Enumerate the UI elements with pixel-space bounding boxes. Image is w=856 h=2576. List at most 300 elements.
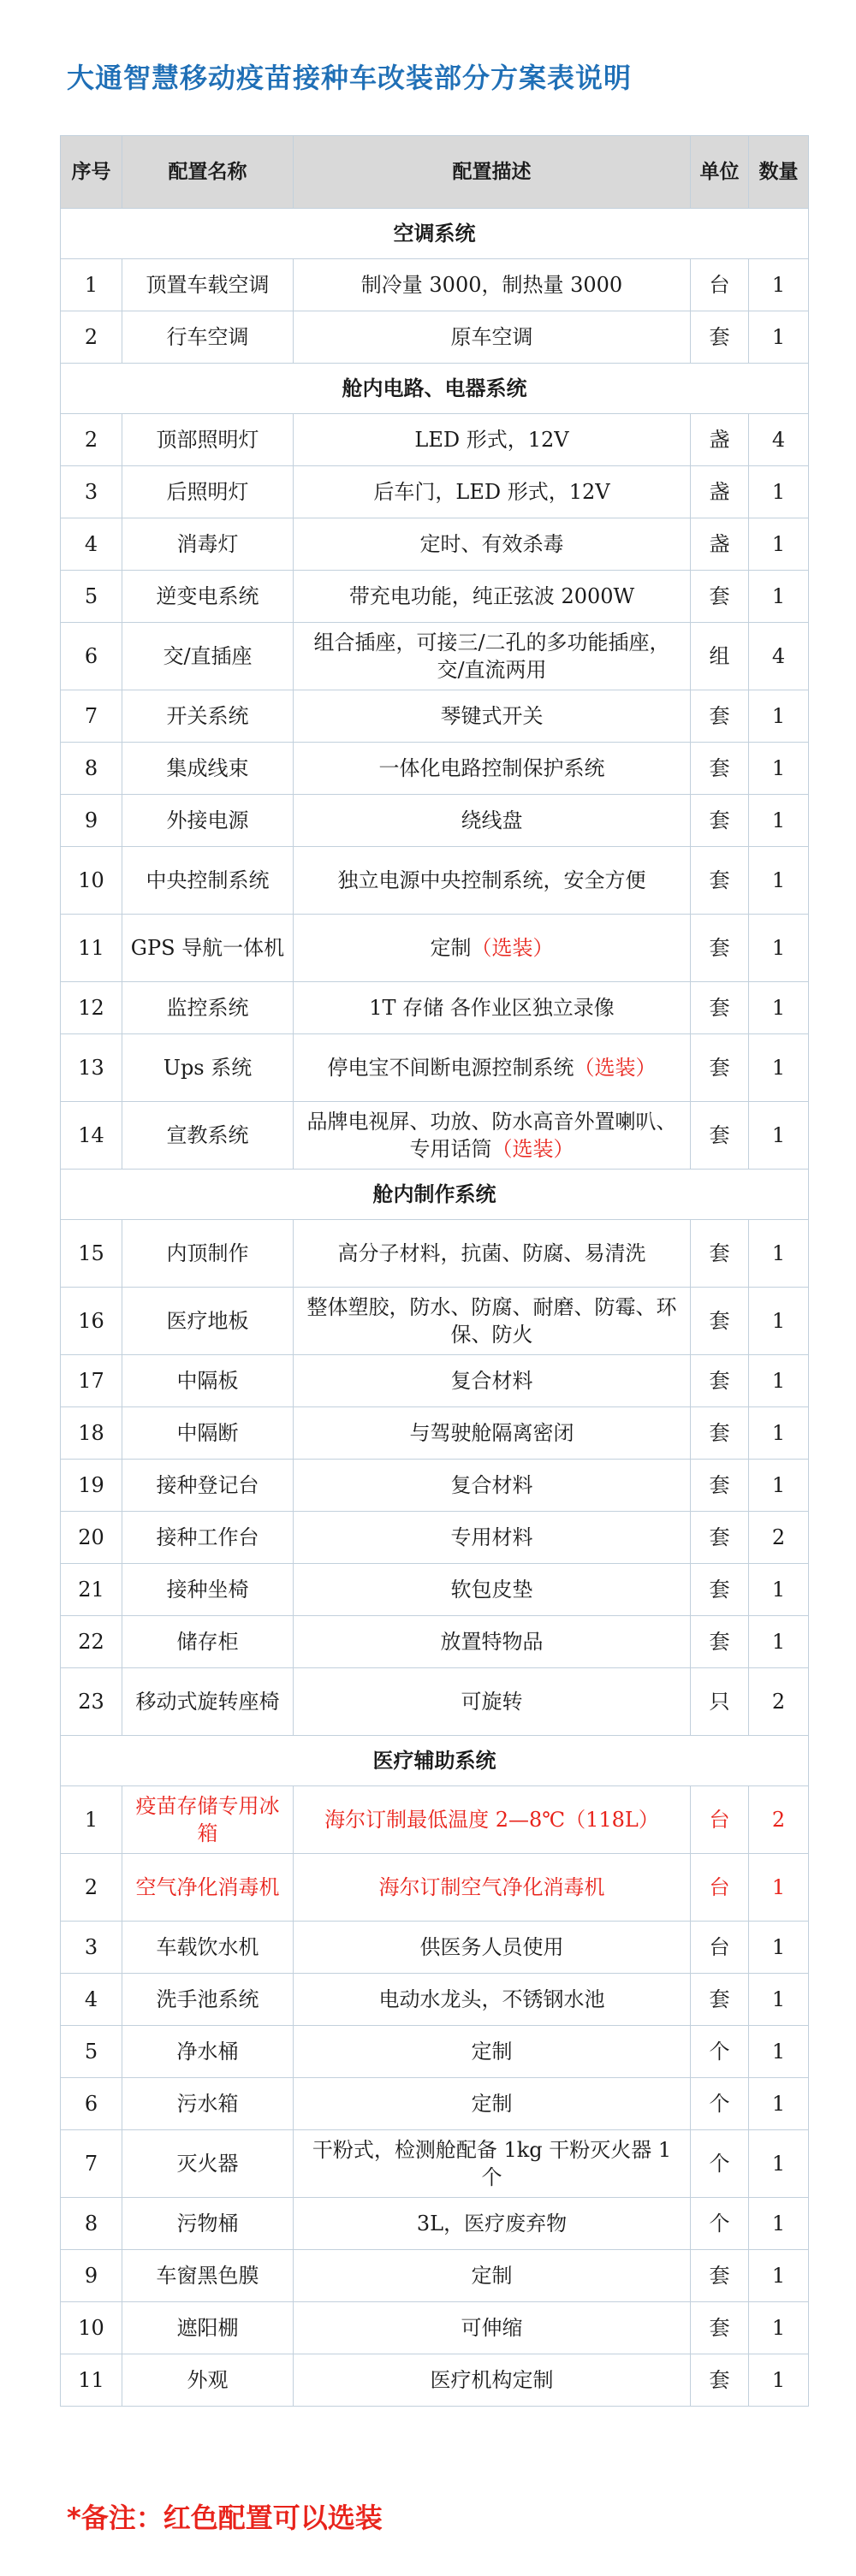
cell-desc — [294, 414, 691, 466]
cell-no-text: 13 — [78, 1056, 104, 1080]
cell-desc-text: 停电宝不间断电源控制系统 — [327, 1056, 574, 1080]
cell-unit — [691, 623, 749, 690]
cell-desc-text: 整体塑胶，防水、防腐、耐磨、防霉、环保、防火 — [306, 1295, 677, 1347]
header-desc: 配置描述 — [294, 136, 691, 209]
cell-no-text: 20 — [78, 1525, 104, 1549]
cell-unit — [691, 1034, 749, 1102]
cell-qty-text: 1 — [771, 868, 786, 892]
cell-name — [122, 1616, 294, 1668]
cell-no — [61, 1786, 122, 1854]
cell-name-text: 洗手池系统 — [156, 1987, 259, 2011]
table-row — [61, 1355, 809, 1407]
cell-desc — [294, 571, 691, 623]
cell-name-text: 移动式旋转座椅 — [135, 1690, 280, 1714]
cell-name-text: 接种登记台 — [156, 1473, 259, 1497]
cell-no — [61, 1220, 122, 1288]
cell-unit — [691, 743, 749, 795]
cell-name-text: 外接电源 — [166, 808, 249, 832]
cell-desc-text: 琴键式开关 — [440, 704, 544, 728]
cell-no — [61, 2198, 122, 2250]
cell-no — [61, 2078, 122, 2130]
cell-unit-text: 套 — [709, 2264, 730, 2288]
cell-qty — [749, 1034, 809, 1102]
cell-no-text: 6 — [84, 644, 98, 668]
cell-unit-text: 套 — [709, 1056, 730, 1080]
cell-no-text: 12 — [78, 996, 104, 1020]
cell-unit-text: 个 — [709, 2152, 730, 2176]
cell-unit — [691, 1922, 749, 1974]
cell-unit-text: 台 — [709, 1808, 730, 1832]
cell-name-text: Ups 系统 — [163, 1056, 253, 1080]
cell-qty-text: 1 — [771, 1123, 786, 1147]
cell-name — [122, 1460, 294, 1512]
cell-desc-text: 与驾驶舱隔离密闭 — [409, 1421, 574, 1445]
cell-desc-text: 后车门，LED 形式，12V — [373, 480, 610, 504]
cell-unit — [691, 571, 749, 623]
cell-name-text: 开关系统 — [166, 704, 249, 728]
cell-name — [122, 466, 294, 518]
cell-qty — [749, 1564, 809, 1616]
cell-name — [122, 518, 294, 571]
cell-unit-text: 组 — [709, 644, 730, 668]
cell-qty — [749, 2130, 809, 2198]
cell-unit-text: 套 — [709, 868, 730, 892]
cell-no-text: 8 — [84, 2212, 98, 2235]
cell-desc-text: 海尔订制最低温度 2—8℃（118L） — [324, 1808, 659, 1832]
cell-unit — [691, 690, 749, 743]
cell-unit — [691, 1668, 749, 1736]
cell-qty — [749, 1616, 809, 1668]
cell-no-text: 3 — [84, 480, 98, 504]
cell-qty — [749, 1460, 809, 1512]
cell-no — [61, 1288, 122, 1355]
table-row — [61, 1616, 809, 1668]
cell-unit-text: 盏 — [709, 480, 730, 504]
cell-desc — [294, 1220, 691, 1288]
cell-desc-text: 电动水龙头，不锈钢水池 — [378, 1987, 605, 2011]
cell-qty-text: 2 — [771, 1525, 786, 1549]
cell-no — [61, 690, 122, 743]
cell-name-text: 顶置车载空调 — [146, 273, 270, 297]
cell-no-text: 2 — [84, 428, 98, 452]
cell-name-text: 净水桶 — [176, 2040, 239, 2064]
section-row — [61, 1736, 809, 1786]
cell-unit — [691, 1786, 749, 1854]
cell-unit-text: 套 — [709, 704, 730, 728]
cell-desc — [294, 847, 691, 915]
cell-name — [122, 1034, 294, 1102]
cell-desc-text: 复合材料 — [450, 1473, 533, 1497]
cell-desc — [294, 1460, 691, 1512]
header-unit: 单位 — [691, 136, 749, 209]
cell-no — [61, 466, 122, 518]
cell-no-text: 17 — [78, 1369, 104, 1393]
cell-no-text: 5 — [84, 2040, 98, 2064]
cell-name — [122, 915, 294, 982]
cell-desc-text: 定制 — [430, 936, 472, 960]
cell-unit — [691, 847, 749, 915]
cell-unit-text: 套 — [709, 2316, 730, 2340]
cell-desc-text: 可伸缩 — [461, 2316, 523, 2340]
cell-unit — [691, 2078, 749, 2130]
cell-name-text: 车窗黑色膜 — [156, 2264, 259, 2288]
cell-name-text: 中隔断 — [176, 1421, 239, 1445]
cell-no — [61, 2354, 122, 2407]
cell-unit-text: 套 — [709, 1309, 730, 1333]
table-row — [61, 1460, 809, 1512]
cell-qty-text: 1 — [771, 1421, 786, 1445]
cell-no-text: 1 — [84, 1808, 98, 1832]
cell-name-text: GPS 导航一体机 — [130, 936, 285, 960]
cell-qty-text: 1 — [771, 1630, 786, 1654]
cell-desc — [294, 1034, 691, 1102]
cell-name — [122, 743, 294, 795]
cell-desc — [294, 2078, 691, 2130]
cell-name — [122, 2354, 294, 2407]
cell-no — [61, 571, 122, 623]
cell-qty — [749, 1786, 809, 1854]
cell-name — [122, 982, 294, 1034]
cell-qty-text: 1 — [771, 2264, 786, 2288]
cell-desc — [294, 1564, 691, 1616]
cell-no — [61, 1102, 122, 1170]
cell-name-text: 宣教系统 — [166, 1123, 249, 1147]
cell-no — [61, 982, 122, 1034]
cell-qty — [749, 1407, 809, 1460]
cell-qty — [749, 414, 809, 466]
table-row — [61, 1922, 809, 1974]
cell-no-text: 21 — [78, 1578, 104, 1602]
cell-desc — [294, 518, 691, 571]
cell-unit — [691, 915, 749, 982]
header-qty: 数量 — [749, 136, 809, 209]
cell-unit — [691, 1512, 749, 1564]
cell-qty — [749, 1922, 809, 1974]
cell-qty-text: 1 — [771, 2092, 786, 2116]
cell-qty-text: 1 — [771, 273, 786, 297]
table-row — [61, 1974, 809, 2026]
cell-no-text: 9 — [84, 808, 98, 832]
cell-desc-text: 定时、有效杀毒 — [419, 532, 564, 556]
cell-name — [122, 2250, 294, 2302]
cell-name — [122, 259, 294, 311]
cell-qty — [749, 2354, 809, 2407]
cell-unit-text: 台 — [709, 1935, 730, 1959]
cell-name-text: 交/直插座 — [163, 644, 253, 668]
cell-no — [61, 847, 122, 915]
cell-name — [122, 1102, 294, 1170]
cell-no — [61, 623, 122, 690]
cell-qty — [749, 466, 809, 518]
cell-no-text: 7 — [84, 704, 98, 728]
cell-name-text: 集成线束 — [166, 756, 249, 780]
cell-name — [122, 1668, 294, 1736]
cell-desc-text: 一体化电路控制保护系统 — [378, 756, 605, 780]
cell-desc-text: 医疗机构定制 — [430, 2368, 554, 2392]
cell-unit-text: 套 — [709, 1421, 730, 1445]
cell-unit — [691, 2354, 749, 2407]
cell-unit — [691, 414, 749, 466]
table-row — [61, 2078, 809, 2130]
cell-desc-text: 3L，医疗废弃物 — [416, 2212, 568, 2235]
cell-qty-text: 1 — [771, 532, 786, 556]
cell-name-text: 中隔板 — [176, 1369, 239, 1393]
cell-no-text: 23 — [78, 1690, 104, 1714]
cell-unit-text: 个 — [709, 2212, 730, 2235]
section-row — [61, 1170, 809, 1220]
cell-unit-text: 套 — [709, 756, 730, 780]
cell-name — [122, 795, 294, 847]
cell-desc — [294, 1668, 691, 1736]
table-row — [61, 795, 809, 847]
cell-desc-text: 组合插座，可接三/二孔的多功能插座，交/直流两用 — [313, 631, 670, 682]
cell-name — [122, 1512, 294, 1564]
cell-qty — [749, 623, 809, 690]
cell-qty — [749, 518, 809, 571]
cell-desc — [294, 2198, 691, 2250]
config-table — [60, 135, 809, 2407]
cell-no-text: 10 — [78, 868, 104, 892]
cell-no — [61, 1616, 122, 1668]
cell-desc-text: 海尔订制空气净化消毒机 — [378, 1875, 605, 1899]
cell-desc — [294, 915, 691, 982]
cell-qty — [749, 2250, 809, 2302]
header-name: 配置名称 — [122, 136, 294, 209]
cell-qty — [749, 2302, 809, 2354]
cell-desc-text: 品牌电视屏、功放、防水高音外置喇叭、专用话筒 — [306, 1110, 677, 1161]
cell-unit — [691, 1102, 749, 1170]
cell-qty — [749, 743, 809, 795]
cell-name — [122, 1564, 294, 1616]
cell-qty — [749, 2026, 809, 2078]
cell-unit-text: 只 — [709, 1690, 730, 1714]
cell-no — [61, 743, 122, 795]
cell-desc-text: 可旋转 — [461, 1690, 523, 1714]
cell-unit — [691, 2302, 749, 2354]
cell-name — [122, 414, 294, 466]
cell-desc — [294, 1512, 691, 1564]
optional-label: （选装） — [574, 1056, 657, 1080]
cell-qty-text: 1 — [771, 1369, 786, 1393]
cell-unit-text: 盏 — [709, 428, 730, 452]
section-title: 舱内电路、电器系统 — [61, 364, 809, 414]
cell-qty — [749, 1355, 809, 1407]
cell-desc — [294, 1102, 691, 1170]
cell-unit-text: 台 — [709, 1875, 730, 1899]
table-row — [61, 2354, 809, 2407]
cell-qty — [749, 311, 809, 364]
cell-desc — [294, 743, 691, 795]
cell-name-text: 逆变电系统 — [156, 584, 259, 608]
table-row — [61, 414, 809, 466]
cell-no-text: 8 — [84, 756, 98, 780]
cell-unit — [691, 795, 749, 847]
cell-desc-text: 绕线盘 — [461, 808, 523, 832]
section-title: 医疗辅助系统 — [61, 1736, 809, 1786]
cell-qty-text: 4 — [771, 428, 786, 452]
cell-name-text: 接种坐椅 — [166, 1578, 249, 1602]
cell-no-text: 2 — [84, 325, 98, 349]
table-row — [61, 623, 809, 690]
cell-no — [61, 795, 122, 847]
cell-desc — [294, 259, 691, 311]
cell-qty-text: 1 — [771, 584, 786, 608]
cell-name-text: 顶部照明灯 — [156, 428, 259, 452]
cell-unit-text: 套 — [709, 996, 730, 1020]
cell-desc-text: 供医务人员使用 — [419, 1935, 564, 1959]
cell-qty — [749, 1668, 809, 1736]
cell-qty-text: 1 — [771, 2152, 786, 2176]
table-header-row — [61, 136, 809, 209]
cell-name — [122, 571, 294, 623]
cell-unit-text: 套 — [709, 1241, 730, 1265]
cell-desc-text: LED 形式，12V — [414, 428, 569, 452]
cell-unit-text: 套 — [709, 1987, 730, 2011]
cell-unit — [691, 2130, 749, 2198]
cell-no — [61, 1668, 122, 1736]
cell-unit — [691, 1460, 749, 1512]
cell-unit — [691, 1564, 749, 1616]
cell-qty — [749, 1854, 809, 1922]
cell-desc — [294, 1616, 691, 1668]
cell-unit-text: 套 — [709, 325, 730, 349]
cell-name — [122, 1922, 294, 1974]
cell-desc-text: 带充电功能，纯正弦波 2000W — [348, 584, 635, 608]
cell-qty — [749, 847, 809, 915]
section-row — [61, 364, 809, 414]
cell-desc — [294, 1407, 691, 1460]
cell-qty-text: 1 — [771, 1056, 786, 1080]
table-row — [61, 1034, 809, 1102]
cell-desc — [294, 1288, 691, 1355]
cell-qty — [749, 1288, 809, 1355]
cell-desc — [294, 1786, 691, 1854]
cell-name-text: 污物桶 — [176, 2212, 239, 2235]
cell-desc — [294, 2250, 691, 2302]
cell-unit-text: 套 — [709, 808, 730, 832]
table-row — [61, 571, 809, 623]
cell-name-text: 污水箱 — [176, 2092, 239, 2116]
cell-no-text: 2 — [84, 1875, 98, 1899]
cell-desc-text: 高分子材料，抗菌、防腐、易清洗 — [337, 1241, 646, 1265]
table-row — [61, 1564, 809, 1616]
table-row — [61, 311, 809, 364]
cell-desc — [294, 1854, 691, 1922]
cell-qty — [749, 982, 809, 1034]
cell-desc-text: 放置特物品 — [440, 1630, 544, 1654]
cell-unit — [691, 2250, 749, 2302]
cell-name — [122, 2078, 294, 2130]
cell-no-text: 22 — [78, 1630, 104, 1654]
cell-qty-text: 2 — [771, 1808, 786, 1832]
cell-no-text: 18 — [78, 1421, 104, 1445]
cell-no-text: 11 — [78, 2368, 104, 2392]
cell-no — [61, 1460, 122, 1512]
cell-desc — [294, 2026, 691, 2078]
cell-desc — [294, 2354, 691, 2407]
cell-unit — [691, 311, 749, 364]
cell-name — [122, 1355, 294, 1407]
cell-unit — [691, 1220, 749, 1288]
cell-no — [61, 915, 122, 982]
cell-qty-text: 1 — [771, 1578, 786, 1602]
cell-desc — [294, 1922, 691, 1974]
cell-no-text: 14 — [78, 1123, 104, 1147]
optional-label: （选装） — [491, 1137, 574, 1161]
cell-no — [61, 2302, 122, 2354]
cell-qty — [749, 571, 809, 623]
cell-name-text: 监控系统 — [166, 996, 249, 1020]
cell-name-text: 空气净化消毒机 — [135, 1875, 280, 1899]
cell-name-text: 消毒灯 — [176, 532, 239, 556]
cell-no-text: 16 — [78, 1309, 104, 1333]
cell-qty — [749, 2078, 809, 2130]
table-row — [61, 1854, 809, 1922]
cell-name — [122, 2198, 294, 2250]
cell-no — [61, 1407, 122, 1460]
table-row — [61, 915, 809, 982]
cell-name-text: 遮阳棚 — [176, 2316, 239, 2340]
cell-no-text: 3 — [84, 1935, 98, 1959]
cell-unit-text: 个 — [709, 2092, 730, 2116]
cell-unit — [691, 1974, 749, 2026]
section-title: 空调系统 — [61, 209, 809, 259]
cell-qty-text: 1 — [771, 1309, 786, 1333]
cell-qty — [749, 690, 809, 743]
cell-unit — [691, 1355, 749, 1407]
cell-name-text: 灭火器 — [176, 2152, 239, 2176]
cell-desc-text: 定制 — [471, 2264, 513, 2288]
cell-no — [61, 2026, 122, 2078]
cell-no-text: 19 — [78, 1473, 104, 1497]
cell-name — [122, 2130, 294, 2198]
cell-desc-text: 1T 存储 各作业区独立录像 — [369, 996, 615, 1020]
cell-desc-text: 制冷量 3000，制热量 3000 — [360, 273, 623, 297]
cell-name — [122, 623, 294, 690]
table-row — [61, 982, 809, 1034]
cell-unit-text: 套 — [709, 584, 730, 608]
cell-qty — [749, 1512, 809, 1564]
table-body — [61, 209, 809, 2407]
cell-unit — [691, 1854, 749, 1922]
table-row — [61, 2026, 809, 2078]
cell-unit-text: 台 — [709, 273, 730, 297]
cell-no — [61, 1355, 122, 1407]
cell-unit-text: 套 — [709, 936, 730, 960]
cell-no-text: 15 — [78, 1241, 104, 1265]
cell-unit-text: 套 — [709, 1473, 730, 1497]
cell-unit-text: 套 — [709, 1630, 730, 1654]
cell-desc — [294, 982, 691, 1034]
cell-name-text: 内顶制作 — [166, 1241, 249, 1265]
table-row — [61, 1407, 809, 1460]
cell-qty-text: 1 — [771, 936, 786, 960]
cell-unit-text: 套 — [709, 1525, 730, 1549]
cell-qty — [749, 1974, 809, 2026]
cell-no-text: 6 — [84, 2092, 98, 2116]
cell-desc-text: 原车空调 — [450, 325, 533, 349]
cell-no — [61, 259, 122, 311]
cell-qty — [749, 1220, 809, 1288]
table-row — [61, 1512, 809, 1564]
table-row — [61, 1220, 809, 1288]
cell-unit — [691, 1288, 749, 1355]
table-row — [61, 690, 809, 743]
cell-desc-text: 定制 — [471, 2040, 513, 2064]
cell-desc — [294, 2302, 691, 2354]
table-row — [61, 2130, 809, 2198]
cell-unit — [691, 259, 749, 311]
